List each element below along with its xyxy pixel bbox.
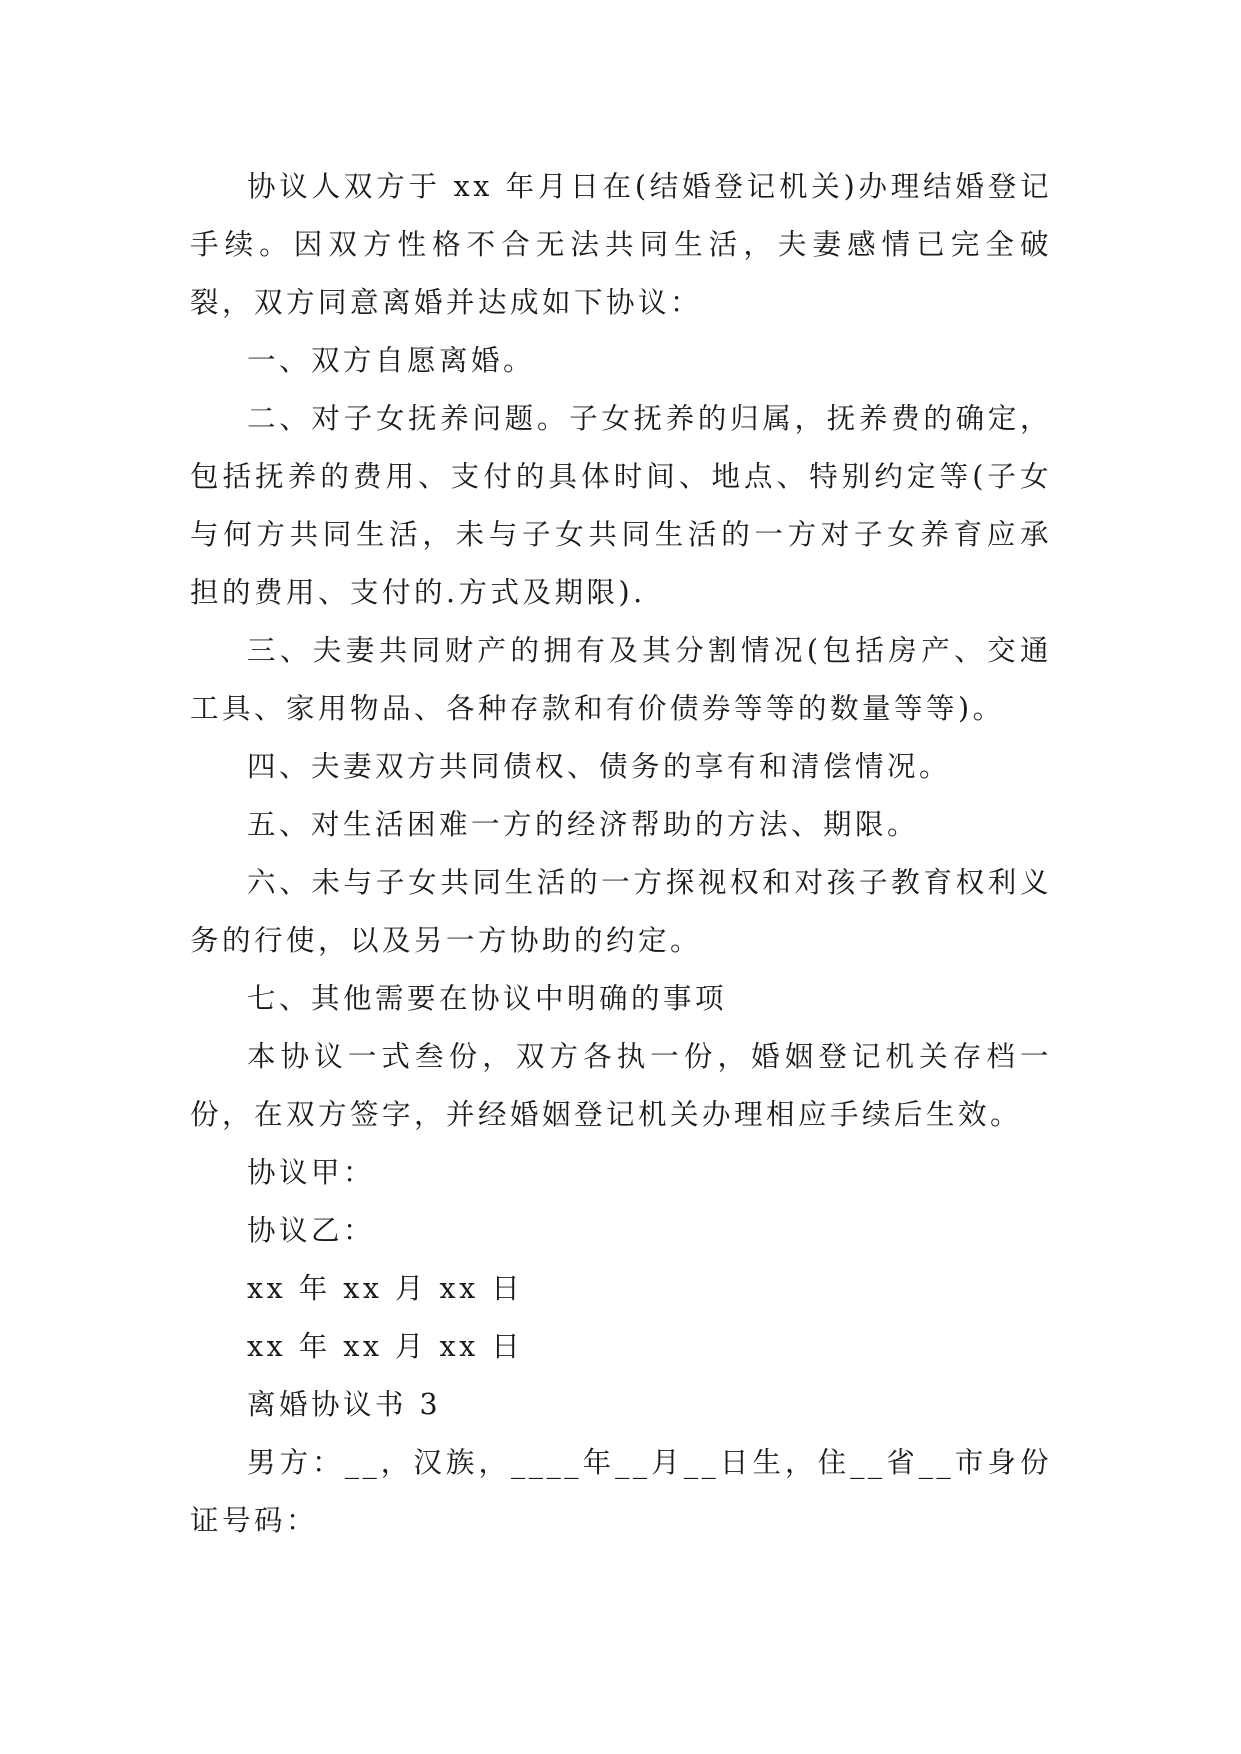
date-line-2: xx 年 xx 月 xx 日 bbox=[247, 1330, 524, 1363]
signature-party-a: 协议甲： bbox=[247, 1156, 376, 1189]
paragraph-male-party: 男方：__，汉族，____年__月__日生，住__省__市身份证号码： bbox=[190, 1446, 1052, 1537]
signature-party-b: 协议乙： bbox=[247, 1214, 376, 1247]
paragraph-item-3: 三、夫妻共同财产的拥有及其分割情况(包括房产、交通工具、家用物品、各种存款和有价债券等等的数量等等)。 bbox=[190, 634, 1052, 725]
paragraph-item-1: 一、双方自愿离婚。 bbox=[247, 344, 536, 377]
section-heading: 离婚协议书 3 bbox=[247, 1388, 442, 1421]
date-line-1: xx 年 xx 月 xx 日 bbox=[247, 1272, 524, 1305]
paragraph-item-7: 七、其他需要在协议中明确的事项 bbox=[247, 982, 728, 1015]
paragraph-item-2: 二、对子女抚养问题。子女抚养的归属，抚养费的确定，包括抚养的费用、支付的具体时间、地点、特别约定等(子女与何方共同生活，未与子女共同生活的一方对子女养育应承担的费用、支付的.方式及期限). bbox=[190, 402, 1052, 609]
paragraph-copies: 本协议一式叁份，双方各执一份，婚姻登记机关存档一份，在双方签字，并经婚姻登记机关办理相应手续后生效。 bbox=[190, 1040, 1052, 1131]
document-body bbox=[190, 158, 1052, 1550]
paragraph-intro: 协议人双方于 xx 年月日在(结婚登记机关)办理结婚登记手续。因双方性格不合无法共同生活，夫妻感情已完全破裂，双方同意离婚并达成如下协议： bbox=[190, 170, 1052, 319]
paragraph-item-4: 四、夫妻双方共同债权、债务的享有和清偿情况。 bbox=[247, 750, 952, 783]
paragraph-item-6: 六、未与子女共同生活的一方探视权和对孩子教育权利义务的行使，以及另一方协助的约定。 bbox=[190, 866, 1052, 957]
paragraph-item-5: 五、对生活困难一方的经济帮助的方法、期限。 bbox=[247, 808, 920, 841]
